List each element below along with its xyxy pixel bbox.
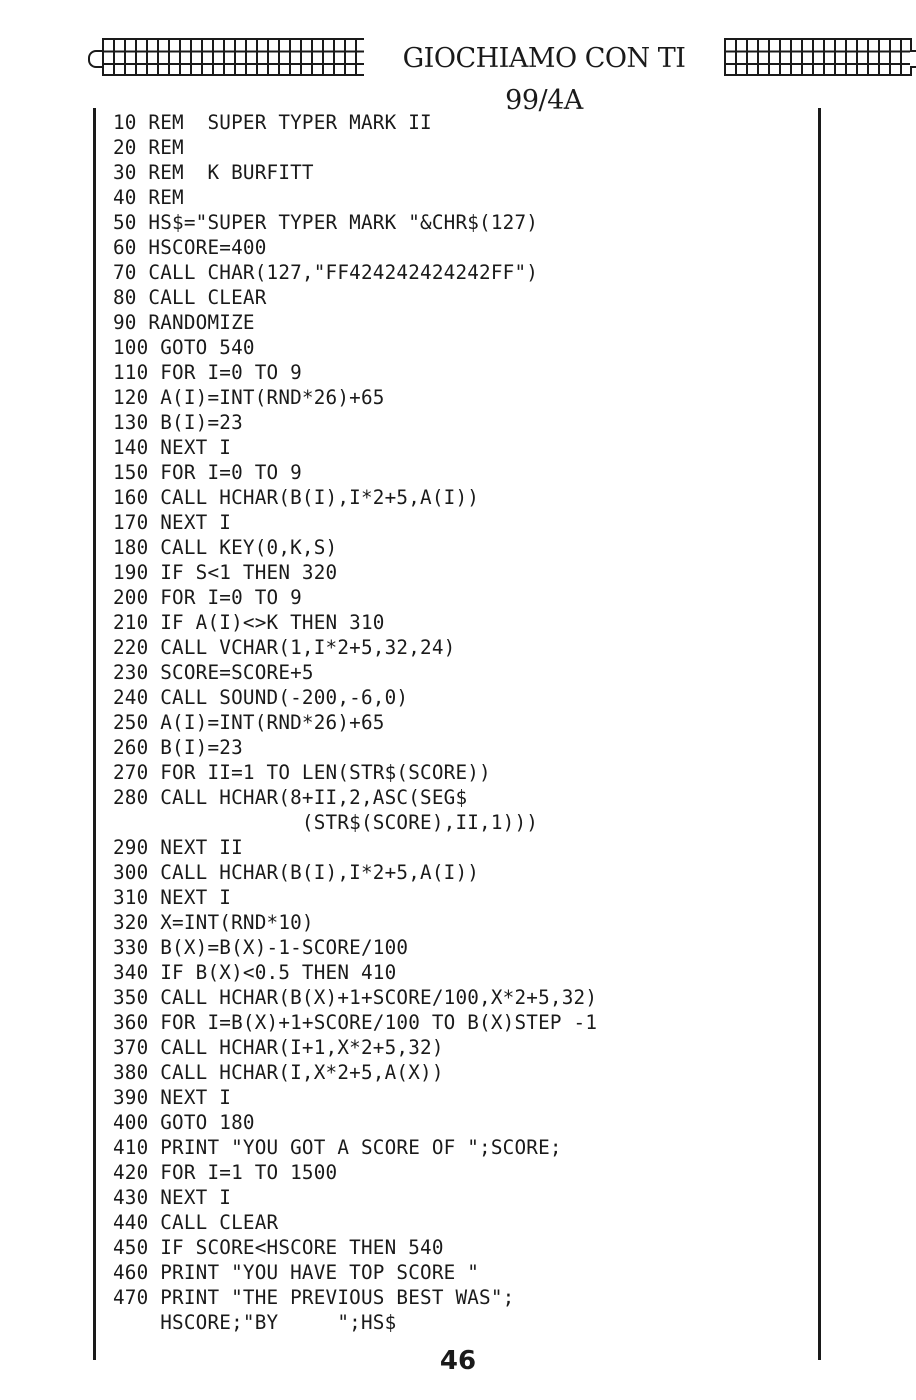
- code-line: 260 B(I)=23: [113, 736, 243, 759]
- code-line: 340 IF B(X)<0.5 THEN 410: [113, 961, 397, 984]
- code-line: 60 HSCORE=400: [113, 236, 267, 259]
- code-line: 180 CALL KEY(0,K,S): [113, 536, 338, 559]
- code-line: 430 NEXT I: [113, 1186, 232, 1209]
- listing-right-rule: [818, 108, 821, 1360]
- header-right-cap: [910, 50, 916, 68]
- code-line: 20 REM: [113, 136, 184, 159]
- code-line: (STR$(SCORE),II,1))): [113, 811, 539, 834]
- code-line: 220 CALL VCHAR(1,I*2+5,32,24): [113, 636, 456, 659]
- code-line: 470 PRINT "THE PREVIOUS BEST WAS";: [113, 1286, 515, 1309]
- code-line: 190 IF S<1 THEN 320: [113, 561, 338, 584]
- code-line: 330 B(X)=B(X)-1-SCORE/100: [113, 936, 409, 959]
- code-line: 250 A(I)=INT(RND*26)+65: [113, 711, 385, 734]
- code-line: 300 CALL HCHAR(B(I),I*2+5,A(I)): [113, 861, 480, 884]
- code-line: 410 PRINT "YOU GOT A SCORE OF ";SCORE;: [113, 1136, 562, 1159]
- page-header: [88, 38, 824, 116]
- code-line: 30 REM K BURFITT: [113, 161, 314, 184]
- code-line: 390 NEXT I: [113, 1086, 232, 1109]
- code-line: 140 NEXT I: [113, 436, 232, 459]
- code-line: 450 IF SCORE<HSCORE THEN 540: [113, 1236, 444, 1259]
- header-grid-right: [724, 38, 912, 76]
- code-line: 400 GOTO 180: [113, 1111, 255, 1134]
- code-line: 420 FOR I=1 TO 1500: [113, 1161, 338, 1184]
- code-line: 230 SCORE=SCORE+5: [113, 661, 314, 684]
- listing-left-rule: [93, 108, 96, 1360]
- code-line: 90 RANDOMIZE: [113, 311, 255, 334]
- code-line: 210 IF A(I)<>K THEN 310: [113, 611, 385, 634]
- header-grid-left: [102, 38, 366, 76]
- page-number: 46: [439, 1346, 477, 1376]
- header-title: GIOCHIAMO CON TI 99/4A: [364, 38, 724, 76]
- code-line: 80 CALL CLEAR: [113, 286, 267, 309]
- code-line: 240 CALL SOUND(-200,-6,0): [113, 686, 409, 709]
- code-line: 270 FOR II=1 TO LEN(STR$(SCORE)): [113, 761, 491, 784]
- code-line: 40 REM: [113, 186, 184, 209]
- code-line: 360 FOR I=B(X)+1+SCORE/100 TO B(X)STEP -1: [113, 1011, 598, 1034]
- code-line: 440 CALL CLEAR: [113, 1211, 279, 1234]
- code-line: HSCORE;"BY ";HS$: [113, 1311, 397, 1334]
- code-line: 320 X=INT(RND*10): [113, 911, 314, 934]
- code-line: 120 A(I)=INT(RND*26)+65: [113, 386, 385, 409]
- code-line: 150 FOR I=0 TO 9: [113, 461, 302, 484]
- code-line: 200 FOR I=0 TO 9: [113, 586, 302, 609]
- code-line: 70 CALL CHAR(127,"FF424242424242FF"): [113, 261, 539, 284]
- code-line: 100 GOTO 540: [113, 336, 255, 359]
- code-line: 130 B(I)=23: [113, 411, 243, 434]
- code-line: 160 CALL HCHAR(B(I),I*2+5,A(I)): [113, 486, 480, 509]
- code-line: 380 CALL HCHAR(I,X*2+5,A(X)): [113, 1061, 444, 1084]
- code-line: 280 CALL HCHAR(8+II,2,ASC(SEG$: [113, 786, 468, 809]
- code-line: 10 REM SUPER TYPER MARK II: [113, 111, 432, 134]
- code-line: 310 NEXT I: [113, 886, 232, 909]
- code-line: 350 CALL HCHAR(B(X)+1+SCORE/100,X*2+5,32): [113, 986, 598, 1009]
- program-listing: [113, 110, 813, 1335]
- code-line: 460 PRINT "YOU HAVE TOP SCORE ": [113, 1261, 480, 1284]
- code-line: 110 FOR I=0 TO 9: [113, 361, 302, 384]
- code-line: 170 NEXT I: [113, 511, 232, 534]
- code-line: 50 HS$="SUPER TYPER MARK "&CHR$(127): [113, 211, 539, 234]
- code-line: 290 NEXT II: [113, 836, 243, 859]
- code-line: 370 CALL HCHAR(I+1,X*2+5,32): [113, 1036, 444, 1059]
